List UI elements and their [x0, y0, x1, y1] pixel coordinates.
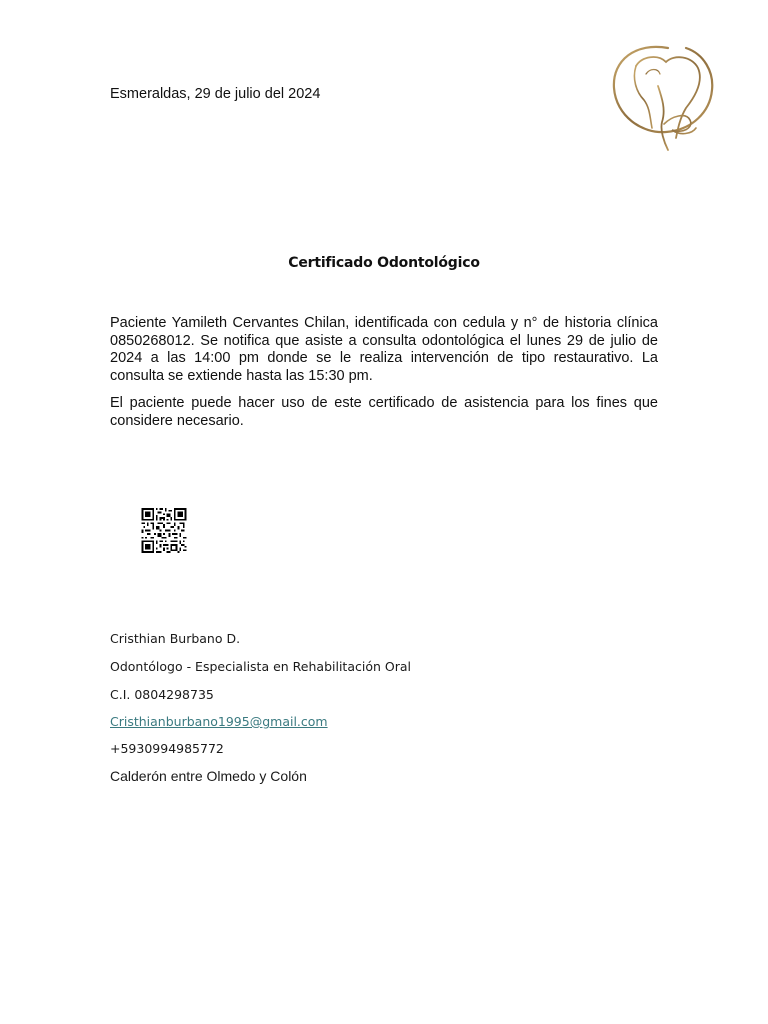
signer-id: C.I. 0804298735	[110, 687, 214, 702]
certificate-title: Certificado Odontológico	[288, 255, 480, 271]
certificate-paragraph: Paciente Yamileth Cervantes Chilan, identificada con cedula y n° de historia clínica 0850268012. Se notifica que asiste a consulta odontológica el lunes 29 de julio de 2024 a las 14:00 pm donde se le realiza intervención de tipo restaurativo. La consulta se extiende hasta las 15:30 pm.	[110, 315, 658, 384]
signer-email-link[interactable]: Cristhianburbano1995@gmail.com	[110, 714, 328, 729]
signer-name: Cristhian Burbano D.	[110, 631, 241, 646]
certificate-paragraph: El paciente puede hacer uso de este certificado de asistencia para los fines que considere necesario.	[110, 395, 658, 429]
signer-role: Odontólogo - Especialista en Rehabilitación Oral	[110, 659, 411, 674]
tooth-logo-icon	[606, 38, 722, 156]
qr-code-icon	[140, 508, 188, 553]
signer-phone: +5930994985772	[110, 741, 224, 756]
signer-address: Calderón entre Olmedo y Colón	[110, 768, 307, 784]
date-line: Esmeraldas, 29 de julio del 2024	[110, 86, 321, 102]
